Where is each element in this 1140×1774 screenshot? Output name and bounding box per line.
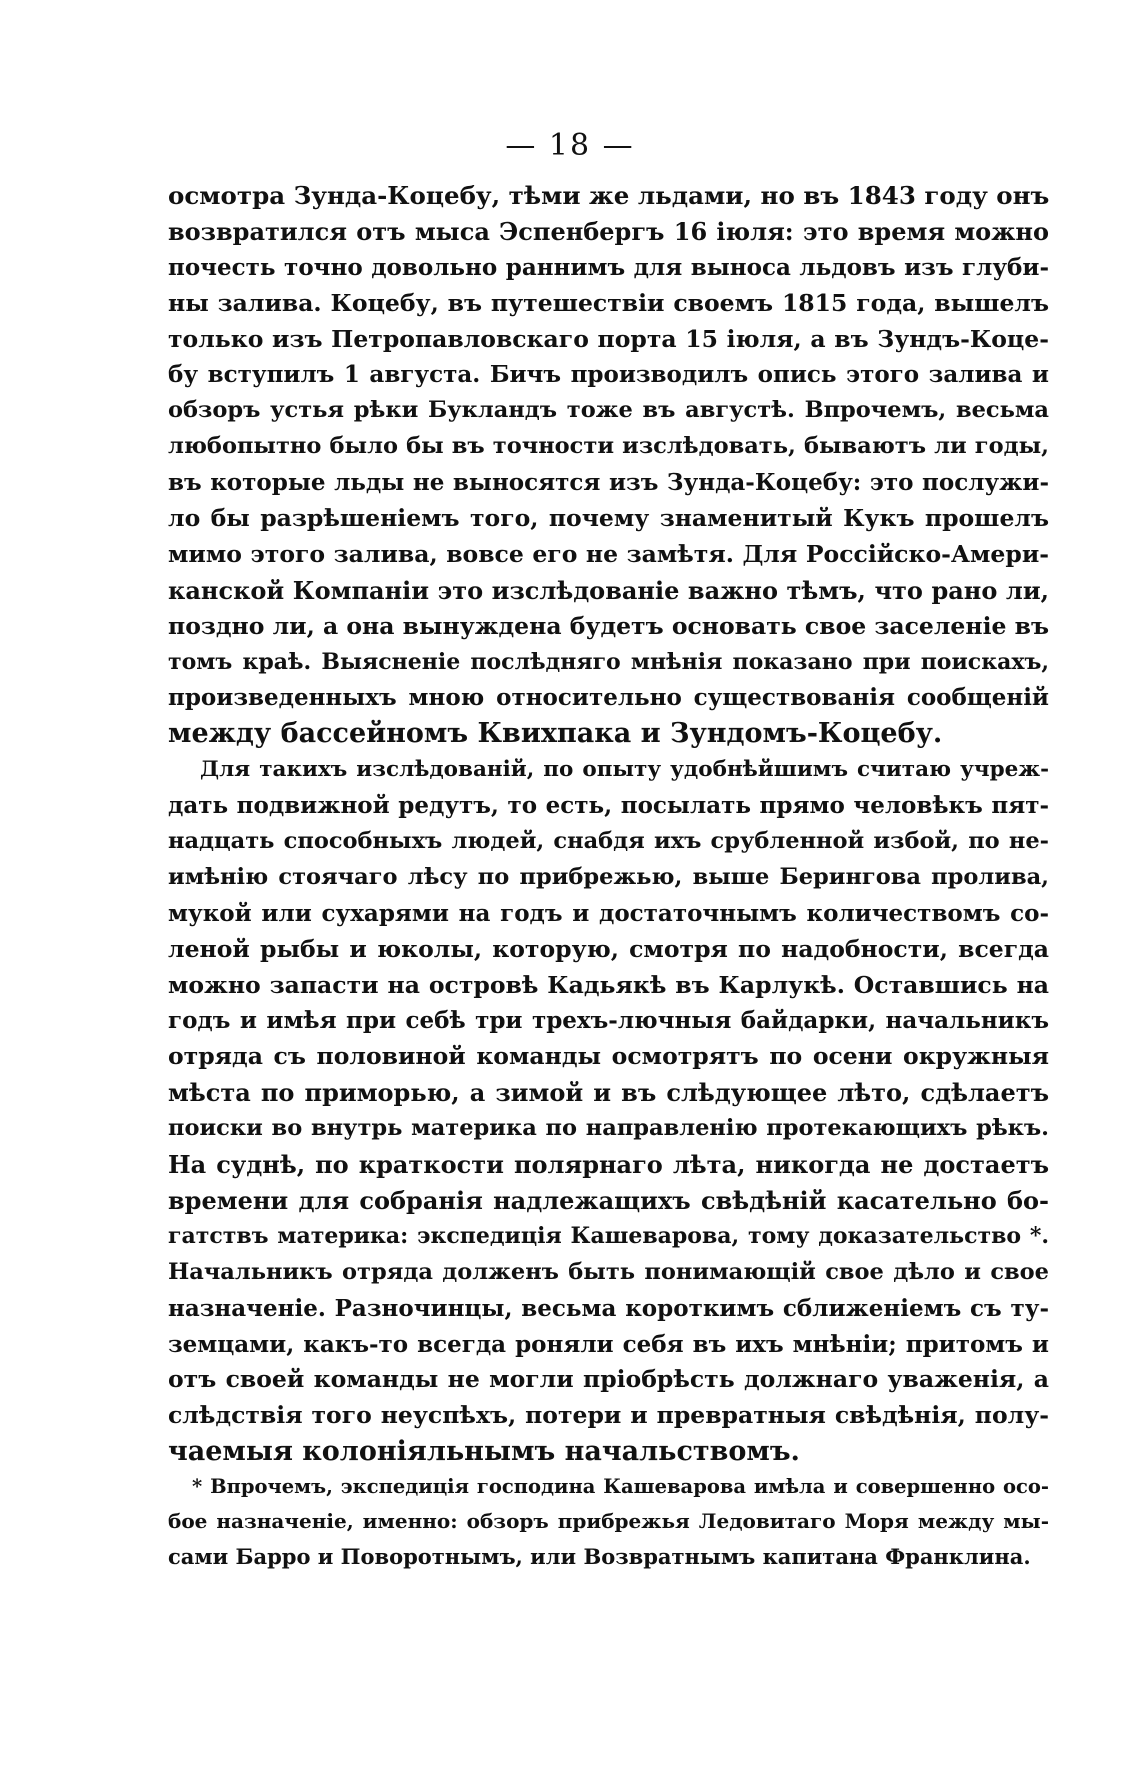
text-line: обзоръ устья рѣки Букландъ тоже въ августѣ. Впрочемъ, весьма (168, 397, 1049, 424)
text-line: Для такихъ изслѣдованій, по опыту удобнѣйшимъ считаю учреж- (200, 757, 1049, 783)
text-line: слѣдствія того неуспѣхъ, потери и превратныя свѣдѣнія, полу- (168, 1401, 1049, 1430)
body-text (168, 178, 1049, 1470)
text-line: можно запасти на островѣ Кадьякѣ въ Карлукѣ. Оставшись на (168, 970, 1049, 999)
text-line: канской Компаніи это изслѣдованіе важно тѣмъ, что рано ли, (168, 575, 1049, 605)
text-line: гатствъ материка: экспедиція Кашеварова, тому доказательство *. (168, 1222, 1049, 1249)
text-line: ны залива. Коцебу, въ путешествіи своемъ 1815 года, вышелъ (168, 288, 1049, 317)
footnote-line: * Впрочемъ, экспедиція господина Кашеварова имѣла и совершенно осо- (192, 1475, 1049, 1498)
text-line: На суднѣ, по краткости полярнаго лѣта, никогда не достаетъ (168, 1150, 1049, 1180)
text-line: чаемыя колоніяльнымъ начальствомъ. (168, 1436, 800, 1468)
text-line: дать подвижной редутъ, то есть, посылать прямо человѣкъ пят- (168, 792, 1049, 820)
footnote-line: сами Барро и Поворотнымъ, или Возвратнымъ капитана Франклина. (168, 1544, 1031, 1569)
footnote-line: бое назначеніе, именно: обзоръ прибрежья Ледовитаго Моря между мы- (168, 1509, 1049, 1533)
text-line: мимо этого залива, вовсе его не замѣтя. Для Россійско-Амери- (168, 539, 1049, 568)
text-line: отряда съ половиной команды осмотрятъ по осени окружныя (168, 1042, 1049, 1071)
text-line: отъ своей команды не могли пріобрѣсть должнаго уваженія, а (168, 1365, 1049, 1394)
text-line: мѣста по приморью, а зимой и въ слѣдующее лѣто, сдѣлаетъ (168, 1078, 1049, 1108)
text-line: между бассейномъ Квихпака и Зундомъ-Коцебу. (168, 718, 943, 750)
text-line: поздно ли, а она вынуждена будетъ основать свое заселеніе въ (168, 611, 1049, 640)
text-line: произведенныхъ мною относительно существованія сообщеній (168, 684, 1049, 712)
text-line: Начальникъ отряда долженъ быть понимающій свое дѣло и свое (168, 1258, 1049, 1285)
text-line: возвратился отъ мыса Эспенбергъ 16 іюля: это время можно (168, 216, 1049, 246)
text-line: осмотра Зунда-Коцебу, тѣми же льдами, но въ 1843 году онъ (168, 181, 1049, 210)
text-line: поиски во внутрь материка по направленію протекающихъ рѣкъ. (168, 1115, 1049, 1142)
text-line: годъ и имѣя при себѣ три трехъ-лючныя байдарки, начальникъ (168, 1007, 1049, 1035)
text-line: бу вступилъ 1 августа. Бичъ производилъ опись этого залива и (168, 361, 1049, 389)
text-line: въ которые льды не выносятся изъ Зунда-Коцебу: это послужи- (168, 469, 1049, 497)
text-line: имѣнію стоячаго лѣсу по прибрежью, выше Берингова пролива, (168, 863, 1049, 890)
text-line: ло бы разрѣшеніемъ того, почему знаменитый Кукъ прошелъ (168, 504, 1049, 533)
footnote (168, 1469, 1049, 1574)
text-line: томъ краѣ. Выясненіе послѣдняго мнѣнія показано при поискахъ, (168, 648, 1049, 675)
text-line: назначеніе. Разночинцы, весьма короткимъ сближеніемъ съ ту- (168, 1294, 1049, 1322)
page-number: — 18 — (505, 128, 635, 163)
text-line: любопытно было бы въ точности изслѣдовать, бываютъ ли годы, (168, 433, 1049, 460)
text-line: земцами, какъ-то всегда роняли себя въ ихъ мнѣніи; притомъ и (168, 1330, 1049, 1358)
text-line: времени для собранія надлежащихъ свѣдѣній касательно бо- (168, 1185, 1049, 1215)
text-line: леной рыбы и юколы, которую, смотря по надобности, всегда (168, 934, 1049, 963)
text-line: почесть точно довольно раннимъ для выноса льдовъ изъ глуби- (168, 253, 1049, 281)
text-line: надцать способныхъ людей, снабдя ихъ срубленной избой, по не- (168, 828, 1049, 855)
text-line: мукой или сухарями на годъ и достаточнымъ количествомъ со- (168, 899, 1049, 927)
text-line: только изъ Петропавловскаго порта 15 іюля, а въ Зундъ-Коце- (168, 324, 1049, 353)
